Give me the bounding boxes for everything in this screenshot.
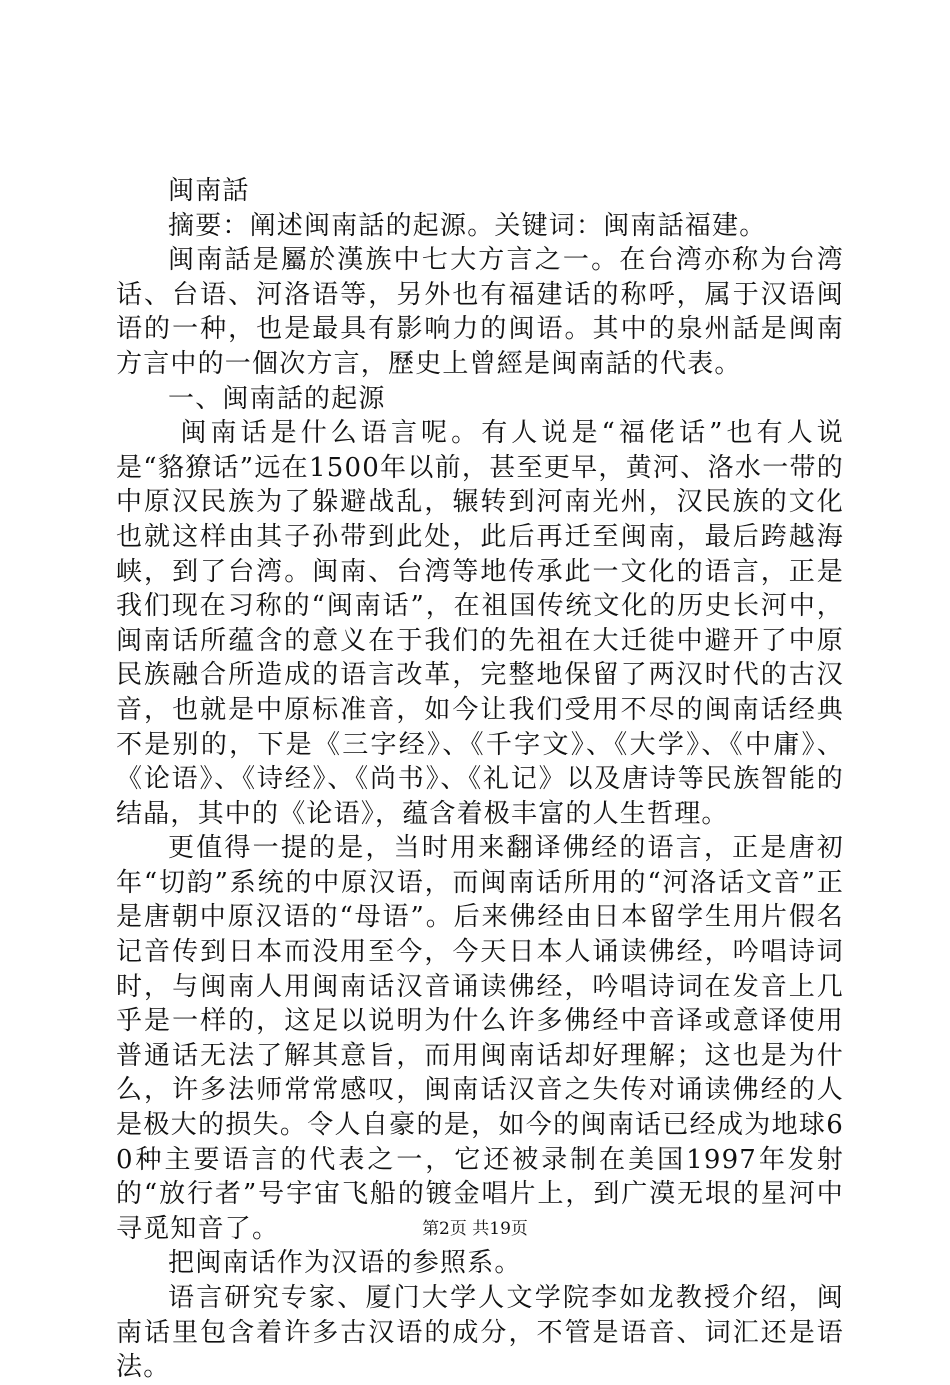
document-title: 闽南話 (168, 176, 250, 206)
page-number-footer: 第2页 共19页 (422, 1219, 528, 1239)
paragraph-intro: 闽南話是屬於漢族中七大方言之一。在台湾亦称为台湾话、台语、河洛语等，另外也有福建话的称呼，属于汉语闽语的一种，也是最具有影响力的闽语。其中的泉州話是闽南方言中的一個次方言，歷史上曾經是闽南話的代表。 (116, 245, 844, 379)
paragraph-buddhist-sutra: 更值得一提的是，当时用来翻译佛经的语言，正是唐初年“切韵”系统的中原汉语，而闽南话所用的“河洛话文音”正是唐朝中原汉语的“母语”。后来佛经由日本留学生用片假名记音传到日本而没用至今，今天日本人诵读佛经，吟唱诗词时，与闽南人用闽南话汉音诵读佛经，吟唱诗词在发音上几乎是一样的，这足以说明为什么许多佛经中音译或意译使用普通话无法了解其意旨，而用闽南话却好理解；这也是为什么，许多法师常常感叹，闽南话汉音之失传对诵读佛经的人是极大的损失。令人自豪的是，如今的闽南话已经成为地球60种主要语言的代表之一，它还被录制在美国1997年发射的“放行者”号宇宙飞船的镀金唱片上，到广漠无垠的星河中寻觅知音了。 (116, 833, 844, 1244)
paragraph-reference-system: 把闽南话作为汉语的参照系。 (168, 1248, 522, 1279)
paragraph-origin: 闽南话是什么语言呢。有人说是“福佬话”也有人说是“貉獠话”远在1500年以前，甚至更早，黄河、洛水一带的中原汉民族为了躲避战乱，辗转到河南光州，汉民族的文化也就这样由其子孙带到此处，此后再迁至闽南，最后跨越海峡，到了台湾。闽南、台湾等地传承此一文化的语言，正是我们现在习称的“闽南话”，在祖国传统文化的历史长河中，闽南话所蕴含的意义在于我们的先祖在大迁徙中避开了中原民族融合所造成的语言改革，完整地保留了两汉时代的古汉音，也就是中原标准音，如今让我们受用不尽的闽南话经典不是别的，下是《三字经》、《千字文》、《大学》、《中庸》、《论语》、《诗经》、《尚书》、《礼记》以及唐诗等民族智能的结晶，其中的《论语》，蕴含着极丰富的人生哲理。 (116, 418, 845, 829)
document-body (116, 174, 844, 1385)
section-heading-origin: 一、闽南話的起源 (168, 383, 386, 414)
paragraph-expert: 语言研究专家、厦门大学人文学院李如龙教授介绍，闽南话里包含着许多古汉语的成分，不管是语音、词汇还是语法。 (116, 1283, 844, 1383)
abstract: 摘要：阐述闽南話的起源。关键词：闽南話福建。 (168, 210, 767, 241)
